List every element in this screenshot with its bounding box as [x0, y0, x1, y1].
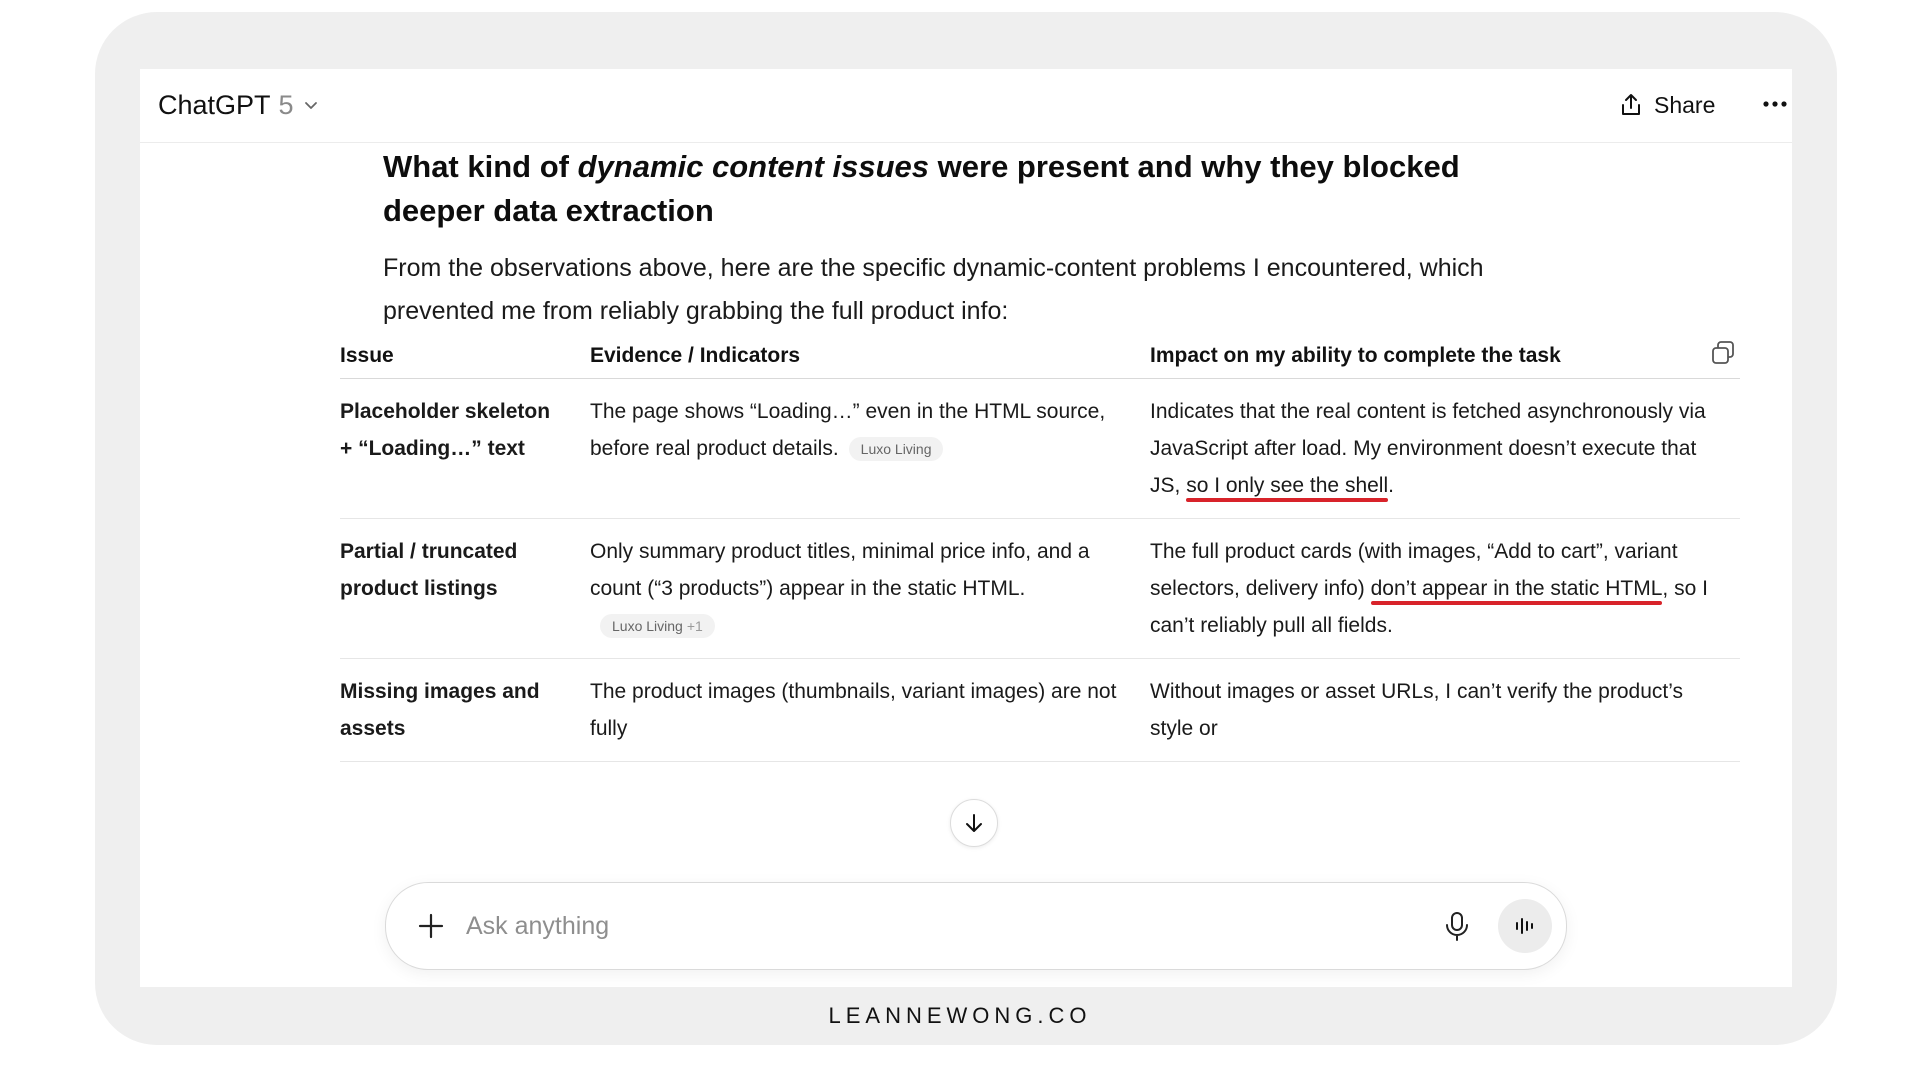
heading-emphasis: dynamic content issues	[577, 149, 930, 184]
more-options-button[interactable]	[1760, 89, 1790, 119]
model-picker[interactable]	[158, 87, 320, 123]
impact-text: The full product cards (with images, “Add to cart”, variant selectors, delivery info)	[1150, 540, 1678, 600]
evidence-cell	[590, 659, 1150, 762]
plus-icon[interactable]	[412, 907, 450, 945]
impact-text-end: .	[1388, 474, 1394, 497]
issues-table	[340, 344, 1740, 762]
evidence-cell	[590, 379, 1150, 519]
column-header-issue: Issue	[340, 344, 590, 379]
share-label: Share	[1654, 91, 1716, 118]
annotation-underline	[1371, 601, 1663, 605]
heading-suffix: were present and why they blocked deeper data extraction	[383, 149, 1460, 228]
source-badge-extra: +1	[686, 618, 703, 635]
annotation-underline	[1186, 498, 1388, 502]
source-badge-label: Luxo Living	[612, 618, 683, 635]
impact-text: Indicates that the real content is fetched asynchronously via JavaScript after load. My environment doesn’t execute that JS,	[1150, 400, 1706, 497]
model-version: 5	[278, 89, 294, 120]
watermark: LEANNEWONG.CO	[828, 1003, 1092, 1028]
evidence-cell	[590, 519, 1150, 659]
evidence-text: Only summary product titles, minimal price info, and a count (“3 products”) appear in the static HTML.	[590, 540, 1090, 600]
composer	[385, 882, 1567, 970]
voice-waveform-icon	[1512, 913, 1538, 939]
table-row	[340, 659, 1740, 762]
response-intro: From the observations above, here are the specific dynamic-content problems I encountered, which prevented me from reliably grabbing the full product info:	[383, 254, 1484, 325]
chevron-down-icon	[302, 96, 320, 114]
heading-prefix: What kind of	[383, 149, 578, 184]
issue-cell: Partial / truncated product listings	[340, 519, 590, 659]
prompt-input[interactable]	[464, 903, 1368, 949]
source-badge[interactable]	[600, 614, 715, 638]
footer-disclaimer	[140, 983, 1792, 987]
impact-text-end: , so I can’t reliably pull all fields.	[1150, 577, 1708, 637]
scroll-to-bottom-button[interactable]	[950, 799, 998, 847]
impact-highlight: don’t appear in the static HTML	[1370, 577, 1663, 600]
voice-mode-button[interactable]	[1498, 899, 1552, 953]
top-bar	[140, 69, 1792, 143]
share-button[interactable]	[1618, 87, 1715, 123]
chatgpt-window	[140, 69, 1792, 987]
source-badge[interactable]	[849, 437, 944, 461]
column-header-impact-label: Impact on my ability to complete the task	[1150, 344, 1561, 367]
column-header-evidence: Evidence / Indicators	[590, 344, 1150, 379]
impact-text: Without images or asset URLs, I can’t verify the product’s style or	[1150, 680, 1683, 740]
impact-cell	[1150, 659, 1740, 762]
arrow-down-icon	[962, 811, 986, 835]
more-horizontal-icon	[1762, 100, 1788, 108]
source-badge-label: Luxo Living	[860, 441, 932, 458]
issue-cell: Missing images and assets	[340, 659, 590, 762]
table-row	[340, 379, 1740, 519]
table-row	[340, 519, 1740, 659]
impact-cell	[1150, 519, 1740, 659]
share-icon	[1618, 92, 1644, 118]
evidence-text: The page shows “Loading…” even in the HTML source, before real product details.	[590, 400, 1106, 460]
table-header-row	[340, 344, 1740, 379]
column-header-impact	[1150, 344, 1740, 379]
copy-table-icon[interactable]	[1710, 340, 1736, 366]
response-heading	[383, 145, 1533, 233]
model-name: ChatGPT	[158, 89, 271, 120]
issue-cell: Placeholder skeleton + “Loading…” text	[340, 379, 590, 519]
evidence-text: The product images (thumbnails, variant images) are not fully	[590, 680, 1117, 740]
impact-highlight: so I only see the shell	[1186, 474, 1389, 497]
microphone-icon[interactable]	[1438, 907, 1476, 945]
